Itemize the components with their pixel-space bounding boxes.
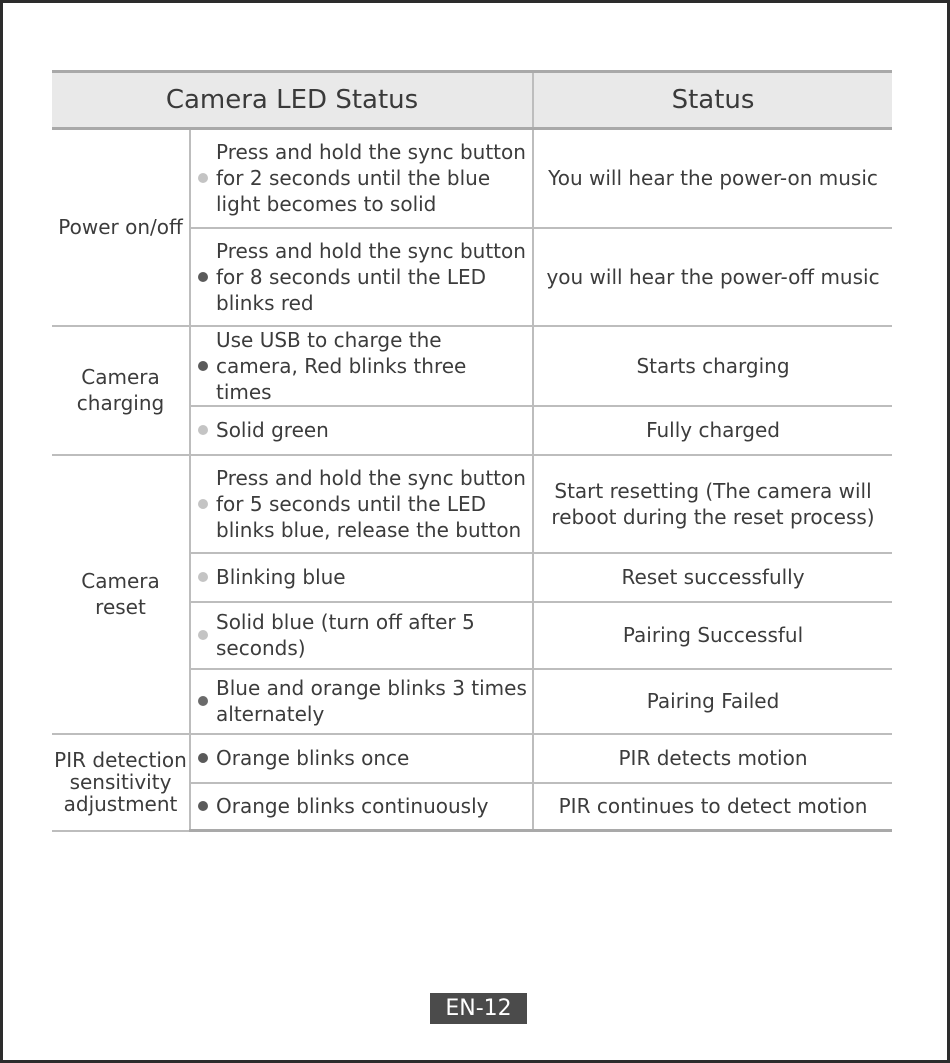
status-cell: PIR detects motion: [533, 734, 892, 783]
table-row: [52, 734, 892, 783]
led-indicator-icon: [198, 630, 208, 640]
header-status: Status: [533, 72, 892, 129]
action-text: Orange blinks once: [216, 746, 410, 770]
category-charging: Camera charging: [52, 326, 190, 455]
status-cell: You will hear the power-on music: [533, 129, 892, 228]
action-text: Press and hold the sync button for 2 seconds until the blue light becomes to solid: [216, 140, 526, 217]
led-indicator-icon: [198, 801, 208, 811]
category-power: Power on/off: [52, 129, 190, 326]
action-text: Orange blinks continuously: [216, 794, 489, 819]
action-cell: [190, 734, 533, 783]
action-text: Press and hold the sync button for 5 seconds until the LED blinks blue, release the button: [216, 465, 526, 542]
action-text: Solid blue (turn off after 5 seconds): [216, 610, 475, 660]
table-header-row: [52, 72, 892, 129]
status-cell: PIR continues to detect motion: [533, 783, 892, 831]
led-indicator-icon: [198, 361, 208, 371]
led-indicator-icon: [198, 272, 208, 282]
status-cell: Reset successfully: [533, 553, 892, 602]
led-indicator-icon: [198, 696, 208, 706]
led-indicator-icon: [198, 499, 208, 509]
action-text: Solid green: [216, 418, 329, 442]
led-status-table: [52, 70, 892, 832]
led-indicator-icon: [198, 173, 208, 183]
led-indicator-icon: [198, 572, 208, 582]
status-cell: you will hear the power-off music: [533, 228, 892, 326]
table-row: [52, 455, 892, 553]
action-cell: [190, 783, 533, 831]
action-text: Blinking blue: [216, 565, 346, 589]
action-text: Press and hold the sync button for 8 seconds until the LED blinks red: [216, 238, 526, 315]
category-reset: Camera reset: [52, 455, 190, 734]
status-cell: Pairing Successful: [533, 602, 892, 669]
action-cell: [190, 455, 533, 553]
table-row: [52, 326, 892, 406]
action-cell: [190, 669, 533, 734]
action-cell: [190, 602, 533, 669]
led-indicator-icon: [198, 753, 208, 763]
header-camera-led-status: Camera LED Status: [52, 72, 533, 129]
status-cell: Fully charged: [533, 406, 892, 455]
action-text: Use USB to charge the camera, Red blinks three times: [216, 327, 467, 404]
action-cell: [190, 228, 533, 326]
action-cell: [190, 553, 533, 602]
table-row: [52, 129, 892, 228]
action-cell: [190, 406, 533, 455]
category-pir: PIR detection sensitivity adjustment: [52, 734, 190, 831]
status-cell: Starts charging: [533, 326, 892, 406]
action-cell: [190, 129, 533, 228]
status-cell: Pairing Failed: [533, 669, 892, 734]
action-cell: [190, 326, 533, 406]
status-cell: Start resetting (The camera will reboot during the reset process): [533, 455, 892, 553]
action-text: Blue and orange blinks 3 times alternately: [216, 676, 527, 726]
page-number: EN-12: [430, 993, 527, 1024]
led-indicator-icon: [198, 425, 208, 435]
